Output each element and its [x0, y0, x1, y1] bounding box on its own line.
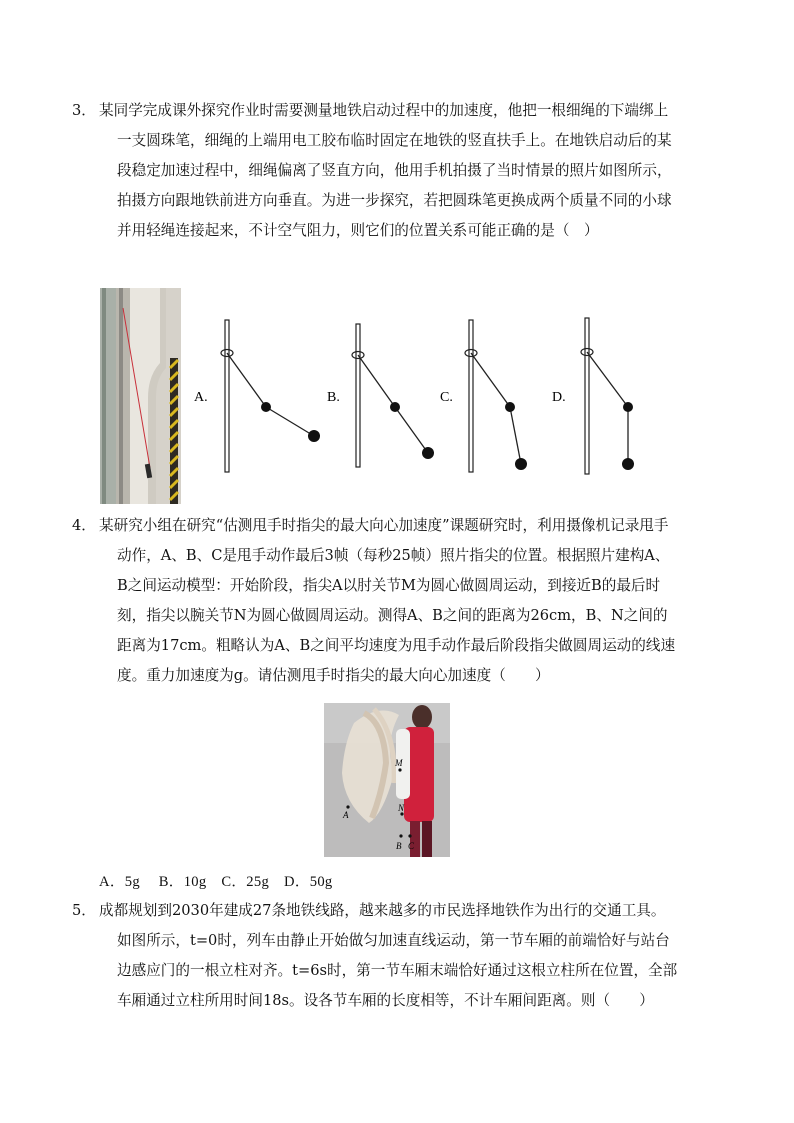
label-a: A — [343, 810, 349, 820]
options-diagram — [190, 312, 550, 477]
question-4-options: A．5g B．10g C．25g D．50g — [99, 874, 333, 890]
option-b-label: B. — [327, 390, 340, 405]
question-3-number: 3． — [72, 102, 96, 119]
option-c-pole — [469, 320, 473, 472]
question-5 — [72, 896, 678, 1016]
option-d-label: D. — [552, 390, 566, 405]
question-4-text: 某研究小组在研究“估测甩手时指尖的最大向心加速度”课题研究时，利用摄像机记录甩手动作，A、B、C是甩手动作最后3帧（每秒25帧）照片指尖的位置。根据照片建构A、B之间运动模型：开始阶段，指尖A以肘关节M为圆心做圆周运动，到接近B的最后时刻，指尖以腕关节N为圆心做圆周运动。测得A、B之间的距离为26cm，B、N之间的距离为17cm。粗略认为A、B之间平均速度为甩手动作最后阶段指尖做圆周运动的线速度。重力加速度为g。请估测甩手时指尖的最大向心加速度（ ） — [99, 517, 676, 684]
option-a-label: A. — [194, 390, 208, 405]
option-c-ball-upper — [505, 402, 515, 412]
option-b-pole — [356, 324, 360, 467]
question-4 — [72, 511, 678, 691]
option-d-ball-upper — [623, 402, 633, 412]
label-c: C — [408, 841, 415, 851]
label-n: N — [398, 803, 405, 813]
option-d-ball-lower — [622, 458, 634, 470]
question-3-text: 某同学完成课外探究作业时需要测量地铁启动过程中的加速度，他把一根细绳的下端绑上一支圆珠笔，细绳的上端用电工胶布临时固定在地铁的竖直扶手上。在地铁启动后的某段稳定加速过程中，细绳偏离了竖直方向，他用手机拍摄了当时情景的照片如图所示，拍摄方向跟地铁前进方向垂直。为进一步探究，若把圆珠笔更换成两个质量不同的小球并用轻绳连接起来，不计空气阻力，则它们的位置关系可能正确的是（ ） — [99, 102, 672, 239]
question-4-number: 4． — [72, 517, 96, 534]
option-a-ball-upper — [261, 402, 271, 412]
option-a-pole — [225, 320, 229, 472]
label-b: B — [396, 841, 402, 851]
option-c-label: C. — [440, 390, 453, 405]
option-b-ball-upper — [390, 402, 400, 412]
hand-waving-photo — [324, 703, 450, 857]
subway-handrail-photo — [100, 288, 181, 504]
question-5-text: 成都规划到2030年建成27条地铁线路，越来越多的市民选择地铁作为出行的交通工具。如图所示，t=0时，列车由静止开始做匀加速直线运动，第一节车厢的前端恰好与站台边感应门的一根立柱对齐。t=6s时，第一节车厢末端恰好通过这根立柱所在位置，全部车厢通过立柱所用时间18s。设各节车厢的长度相等，不计车厢间距离。则（ ） — [99, 902, 678, 1009]
option-a-ball-lower — [308, 430, 320, 442]
option-d-pole — [585, 318, 589, 474]
question-3 — [72, 96, 678, 246]
option-c-ball-lower — [515, 458, 527, 470]
label-m: M — [395, 758, 403, 768]
option-d-diagram — [545, 312, 645, 477]
option-b-ball-lower — [422, 447, 434, 459]
question-5-number: 5． — [72, 902, 96, 919]
